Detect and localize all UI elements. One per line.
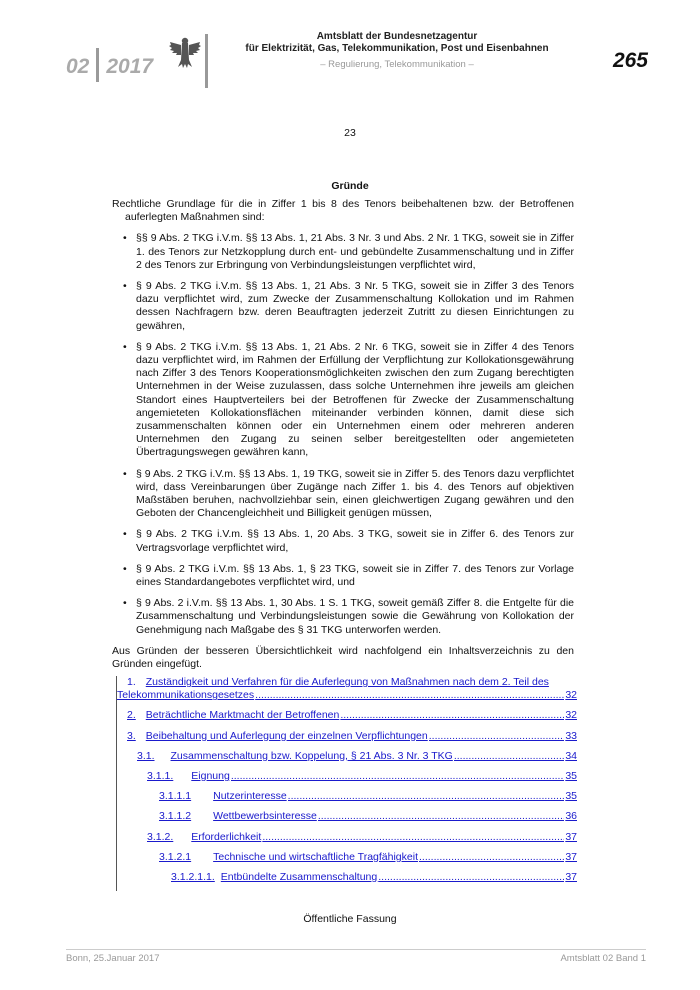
- section-heading: Gründe: [331, 180, 369, 192]
- list-item: [112, 597, 574, 637]
- federal-eagle-icon: [168, 34, 202, 70]
- toc-title: Beträchtliche Marktmacht der Betroffenen: [145, 709, 340, 722]
- toc-entry-1[interactable]: [117, 676, 577, 702]
- toc-entry-3-1[interactable]: [117, 750, 577, 763]
- toc-number: 3.1.2.1.1.: [171, 871, 215, 884]
- bullet-icon: •: [123, 467, 127, 480]
- toc-entry-3-1-1-2[interactable]: [117, 810, 577, 823]
- toc-title: Beibehaltung und Auferlegung der einzelnen Verpflichtungen: [145, 729, 428, 742]
- toc-page: 36: [565, 810, 577, 823]
- toc-title: Eignung: [191, 770, 230, 783]
- toc-number: 3.1.2.1: [159, 850, 192, 863]
- list-item-text: § 9 Abs. 2 TKG i.V.m. §§ 13 Abs. 1, 19 TKG, soweit sie in Ziffer 5. des Tenors dazu verpflichtet wird, dass Vereinbarungen über Zugänge nach Ziffer 1. bis 4. des Tenors auf objektiven Maßstäben beruhen, nachvollziehbar sein, einen gleichwertigen Zugang gewähren und den Geboten der Chancengleichheit und Billigkeit genügen müssen,: [136, 467, 574, 520]
- issue-number: 02: [66, 55, 90, 78]
- gazette-title: [212, 31, 582, 55]
- toc-entry-3[interactable]: [117, 730, 577, 743]
- toc-page: 37: [565, 871, 577, 884]
- issue-label: [66, 50, 153, 84]
- toc-leader: [340, 709, 564, 722]
- table-of-contents: [116, 676, 577, 891]
- issue-divider: [96, 48, 99, 82]
- header-rule: [205, 34, 208, 88]
- list-item-text: § 9 Abs. 2 i.V.m. §§ 13 Abs. 1, 30 Abs. 1 S. 1 TKG, soweit gemäß Ziffer 8. die Entgelte für die Zusammenschaltung und Verbindungsleistungen sowie die Gewährung von Kollokation der Genehmigung nach Maßgabe des § 31 TKG unterworfen werden.: [136, 597, 574, 636]
- page-number: 265: [612, 49, 648, 72]
- toc-number: 2.: [127, 709, 136, 722]
- legal-basis-list: [112, 232, 574, 636]
- list-item-text: § 9 Abs. 2 TKG i.V.m. §§ 13 Abs. 1, 21 Abs. 2 Nr. 6 TKG, soweit sie in Ziffer 4 des Tenors dazu verpflichtet wird, im Rahmen der Erfüllung der Verpflichtung zur Kollokationsgewährung nach Ziffer 3 des Tenors Kooperationsmöglichkeiten zwischen den zum Zugang berechtigten Unternehmen in der Weise zuzulassen, dass solche Unternehmen ihre jeweils am gleichen Standort eines Hauptverteilers bei der Betroffenen für Zwecke der Zusammenschaltung angemieteten Kollokationsflächen miteinander verbinden können, damit diese sich zusammenschalten können oder ein Unternehmen einem oder mehreren anderen Unternehmen den Zugang zu seinen selber bereitgestellten oder angemieteten Übertragungswegen gewähren kann,: [136, 340, 574, 459]
- toc-number: 3.1.1.1: [159, 790, 192, 803]
- toc-entry-2[interactable]: [117, 709, 577, 722]
- toc-title: Wettbewerbsinteresse: [213, 810, 317, 823]
- list-item-text: § 9 Abs. 2 TKG i.V.m. §§ 13 Abs. 1, 21 Abs. 3 Nr. 5 TKG, soweit sie in Ziffer 3 des Tenors dazu verpflichtet wird, zum Zwecke der Zusammenschaltung Kollokation und im Rahmen dessen Nachfragern bzw. deren Beauftragten jederzeit Zutritt zu diesen Einrichtungen zu gewähren,: [136, 280, 574, 332]
- toc-title: Nutzerinteresse: [213, 790, 287, 803]
- toc-leader: [231, 770, 564, 783]
- toc-number: 3.: [127, 729, 136, 742]
- gazette-title-line2: für Elektrizität, Gas, Telekommunikation, Post und Eisenbahnen: [245, 43, 549, 54]
- footer-date: Bonn, 25.Januar 2017: [66, 953, 160, 964]
- toc-title: Zuständigkeit und Verfahren für die Auferlegung von Maßnahmen nach dem 2. Teil des: [145, 676, 549, 688]
- list-item-text: §§ 9 Abs. 2 TKG i.V.m. §§ 13 Abs. 1, 21 Abs. 3 Nr. 3 und Abs. 2 Nr. 1 TKG, soweit sie in Ziffer 1. des Tenors zur Netzkopplung durch ent- und gebündelte Zusammenschaltung und in Ziffer 2 des Tenors zur Erbringung von Verbindungsleistungen verpflichtet wird,: [136, 232, 574, 271]
- gazette-subtitle: – Regulierung, Telekommunikation –: [320, 59, 474, 70]
- toc-leader: [288, 790, 565, 803]
- outro-paragraph: Aus Gründen der besseren Übersichtlichkeit wird nachfolgend ein Inhaltsverzeichnis zu den Gründen eingefügt.: [112, 644, 574, 671]
- bullet-icon: •: [123, 232, 127, 245]
- bullet-icon: •: [123, 597, 127, 610]
- toc-page: 35: [565, 790, 577, 803]
- toc-title-continued: Telekommunikationsgesetzes: [117, 689, 255, 702]
- list-item: [112, 232, 574, 272]
- gazette-title-line1: Amtsblatt der Bundesnetzagentur: [316, 31, 478, 42]
- toc-leader: [255, 689, 564, 702]
- list-item: [112, 280, 574, 333]
- toc-entry-3-1-1-1[interactable]: [117, 790, 577, 803]
- toc-leader: [318, 810, 565, 823]
- toc-page: 32: [565, 689, 577, 702]
- list-item-text: § 9 Abs. 2 TKG i.V.m. §§ 13 Abs. 1, § 23 TKG, soweit sie in Ziffer 7. des Tenors zur Vorlage eines Standardangebotes verpflichtet wird, und: [136, 562, 574, 589]
- toc-page: 35: [565, 770, 577, 783]
- list-item: [112, 341, 574, 460]
- toc-entry-3-1-2-1[interactable]: [117, 851, 577, 864]
- toc-leader: [454, 750, 564, 763]
- toc-title: Zusammenschaltung bzw. Koppelung, § 21 Abs. 3 Nr. 3 TKG: [170, 749, 453, 762]
- toc-number: 3.1.1.: [147, 770, 174, 783]
- toc-leader: [429, 730, 565, 743]
- toc-entry-3-1-1[interactable]: [117, 770, 577, 783]
- toc-title: Erforderlichkeit: [191, 830, 262, 843]
- footer-rule: [66, 949, 646, 950]
- toc-title: Technische und wirtschaftliche Tragfähigkeit: [213, 850, 418, 863]
- toc-entry-3-1-2-1-1[interactable]: [117, 871, 577, 884]
- toc-number: 3.1.2.: [147, 830, 174, 843]
- toc-title: Entbündelte Zusammenschaltung: [220, 871, 378, 884]
- list-item: [112, 563, 574, 589]
- toc-leader: [262, 831, 564, 844]
- list-item-text: § 9 Abs. 2 TKG i.V.m. §§ 13 Abs. 1, 20 Abs. 3 TKG, soweit sie in Ziffer 6. des Tenors zur Vertragsvorlage verpflichtet wird,: [136, 528, 574, 554]
- toc-page: 33: [565, 729, 577, 742]
- list-item: [112, 528, 574, 554]
- toc-number: 3.1.: [137, 749, 155, 762]
- toc-leader: [419, 851, 564, 864]
- toc-number: 1.: [127, 676, 136, 688]
- toc-number: 3.1.1.2: [159, 810, 192, 823]
- intro-paragraph: Rechtliche Grundlage für die in Ziffer 1 bis 8 des Tenors beibehaltenen bzw. der Betroffenen auferlegten Maßnahmen sind:: [112, 198, 574, 224]
- bullet-icon: •: [123, 562, 127, 575]
- page-marker: 23: [344, 127, 356, 139]
- bullet-icon: •: [123, 528, 127, 541]
- document-body: [112, 198, 574, 671]
- toc-page: 37: [565, 850, 577, 863]
- toc-page: 37: [565, 830, 577, 843]
- bullet-icon: •: [123, 340, 127, 353]
- list-item: [112, 468, 574, 521]
- toc-page: 32: [565, 709, 577, 722]
- public-version-note: Öffentliche Fassung: [303, 913, 397, 925]
- toc-leader: [378, 871, 564, 884]
- toc-entry-3-1-2[interactable]: [117, 831, 577, 844]
- footer-volume: Amtsblatt 02 Band 1: [560, 953, 646, 964]
- toc-page: 34: [565, 749, 577, 762]
- bullet-icon: •: [123, 280, 127, 293]
- issue-year: 2017: [106, 55, 154, 78]
